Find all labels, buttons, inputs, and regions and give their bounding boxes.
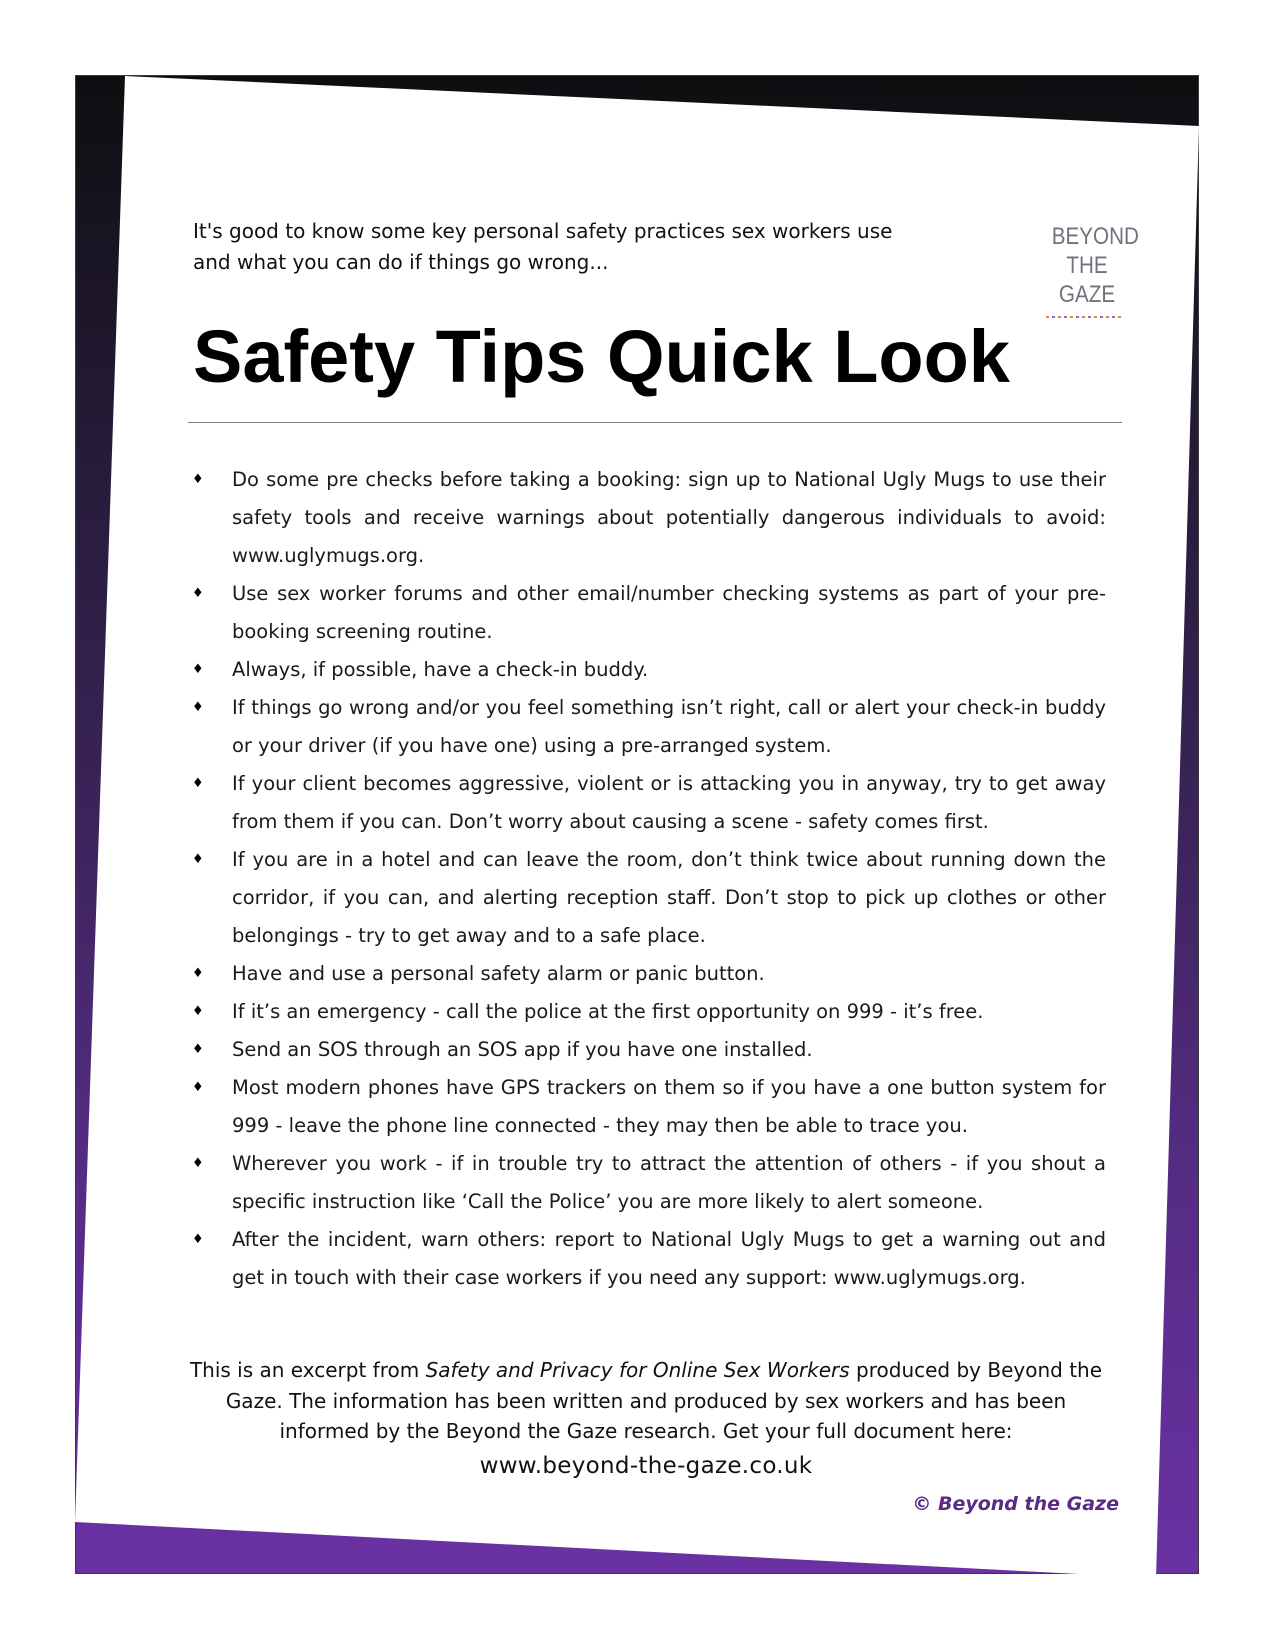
tip-text: If things go wrong and/or you feel something isn’t right, call or alert your check-in buddy or your driver (if you have one) using a pre-arranged system. — [232, 696, 1106, 757]
safety-tips-list — [192, 461, 1106, 1297]
tip-text: If your client becomes aggressive, violent or is attacking you in anyway, try to get away from them if you can. Don’t worry about causing a scene - safety comes first. — [232, 772, 1106, 833]
tip-text: Use sex worker forums and other email/number checking systems as part of your pre-booking screening routine. — [232, 582, 1106, 643]
tip-text: Always, if possible, have a check-in buddy. — [232, 658, 649, 681]
tip-item — [192, 575, 1106, 651]
tip-item — [192, 993, 1106, 1031]
diamond-bullet-icon: ♦ — [192, 1232, 204, 1247]
diamond-bullet-icon: ♦ — [192, 700, 204, 715]
diamond-bullet-icon: ♦ — [192, 472, 204, 487]
diamond-bullet-icon: ♦ — [192, 1004, 204, 1019]
page-title: Safety Tips Quick Look — [193, 315, 1010, 398]
beyond-the-gaze-logo — [1051, 222, 1139, 309]
tip-text: If it’s an emergency - call the police at the first opportunity on 999 - it’s free. — [232, 1000, 984, 1023]
tip-text: Have and use a personal safety alarm or panic button. — [232, 962, 765, 985]
diamond-bullet-icon: ♦ — [192, 966, 204, 981]
logo-line-1: BEYOND — [1051, 223, 1139, 250]
diamond-bullet-icon: ♦ — [192, 662, 204, 677]
intro-text: It's good to know some key personal safety practices sex workers use and what you can do if things go wrong... — [193, 219, 893, 274]
tip-item — [192, 1069, 1106, 1145]
tip-text: After the incident, warn others: report to National Ugly Mugs to get a warning out and get in touch with their case workers if you need any support: www.uglymugs.org. — [232, 1228, 1106, 1289]
tip-item — [192, 1031, 1106, 1069]
copyright-notice: © Beyond the Gaze — [912, 1493, 1119, 1515]
excerpt-prefix: This is an excerpt from — [189, 1358, 426, 1382]
diamond-bullet-icon: ♦ — [192, 1042, 204, 1057]
logo-line-3: GAZE — [1058, 281, 1116, 308]
title-divider — [188, 422, 1122, 423]
diamond-bullet-icon: ♦ — [192, 586, 204, 601]
tip-text: Send an SOS through an SOS app if you have one installed. — [232, 1038, 813, 1061]
tip-text: Wherever you work - if in trouble try to attract the attention of others - if you shout a specific instruction like ‘Call the Police’ you are more likely to alert someone. — [232, 1152, 1106, 1213]
tip-item — [192, 1221, 1106, 1297]
website-link[interactable]: www.beyond-the-gaze.co.uk — [479, 1452, 813, 1479]
excerpt-suffix: produced by Beyond the Gaze. The information has been written and produced by sex workers and has been informed by the Beyond the Gaze research. Get your full document here: — [225, 1358, 1103, 1443]
tip-item — [192, 955, 1106, 993]
document-title: Safety and Privacy for Online Sex Workers — [425, 1358, 850, 1382]
tip-item — [192, 689, 1106, 765]
tip-text: Most modern phones have GPS trackers on them so if you have a one button system for 999 - leave the phone line connected - they may then be able to trace you. — [232, 1076, 1106, 1137]
tip-text: Do some pre checks before taking a booking: sign up to National Ugly Mugs to use their safety tools and receive warnings about potentially dangerous individuals to avoid: www.uglymugs.org. — [232, 468, 1106, 567]
diamond-bullet-icon: ♦ — [192, 1080, 204, 1095]
tip-item — [192, 651, 1106, 689]
diamond-bullet-icon: ♦ — [192, 1156, 204, 1171]
diamond-bullet-icon: ♦ — [192, 852, 204, 867]
tip-item — [192, 461, 1106, 575]
tip-text: If you are in a hotel and can leave the room, don’t think twice about running down the corridor, if you can, and alerting reception staff. Don’t stop to pick up clothes or other belongings - try to get away and to a safe place. — [232, 848, 1106, 947]
tip-item — [192, 1145, 1106, 1221]
excerpt-note — [178, 1355, 1114, 1485]
logo-line-2: THE — [1066, 252, 1108, 279]
diamond-bullet-icon: ♦ — [192, 776, 204, 791]
tip-item — [192, 841, 1106, 955]
tip-item — [192, 765, 1106, 841]
logo-dotted-underline — [1046, 316, 1124, 318]
